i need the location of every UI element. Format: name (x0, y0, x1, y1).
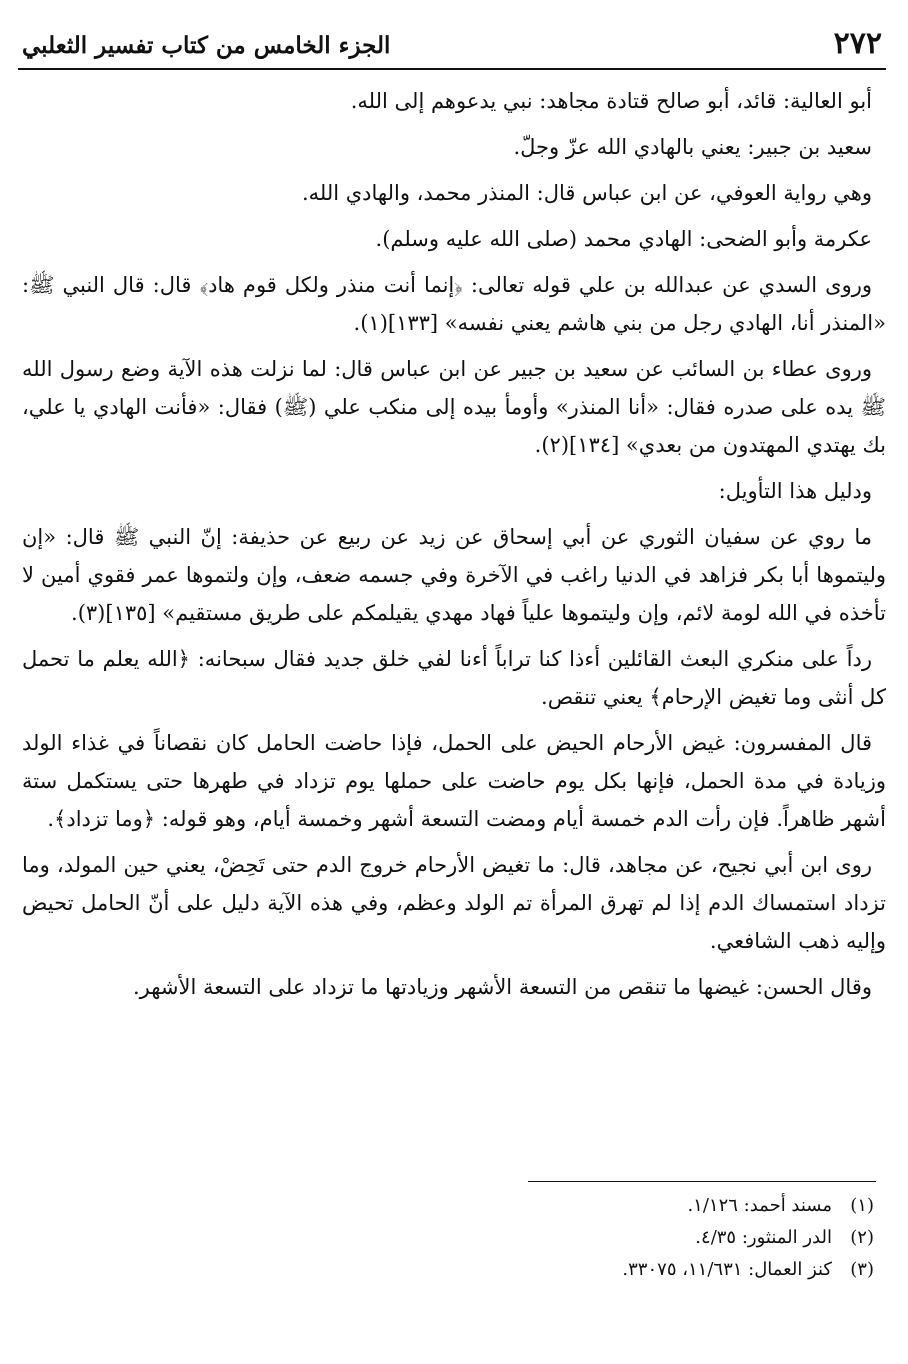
footnotes (300, 1190, 874, 1286)
paragraph: وروى السدي عن عبدالله بن علي قوله تعالى: ﴿إنما أنت منذر ولكل قوم هاد﴾ قال: قال النبي ﷺ: «المنذر أنا، الهادي رجل من بني هاشم يعني نفسه» [١٣٣](١). (22, 273, 886, 335)
footnote-text: كنز العمال: ١١/٦٣١، ٣٣٠٧٥. (622, 1259, 832, 1280)
footnote-item (300, 1254, 874, 1286)
footnote-divider (528, 1181, 876, 1182)
paragraph: وهي رواية العوفي، عن ابن عباس قال: المنذر محمد، والهادي الله. (301, 181, 872, 205)
paragraph: وروى عطاء بن السائب عن سعيد بن جبير عن ابن عباس قال: لما نزلت هذه الآية وضع رسول الله ﷺ يده على صدره فقال: «أنا المنذر» وأومأ بيده إلى منكب علي (ﷺ) فقال: «فأنت الهادي يا علي، بك يهتدي المهتدون من بعدي» [١٣٤](٢). (22, 357, 886, 457)
footnote-item (300, 1222, 874, 1254)
paragraph: عكرمة وأبو الضحى: الهادي محمد (صلى الله عليه وسلم). (375, 227, 872, 251)
footnote-text: الدر المنثور: ٤/٣٥. (695, 1227, 832, 1248)
footnote-number: (٣) (850, 1259, 874, 1280)
paragraph: رداً على منكري البعث القائلين أءذا كنا تراباً أءنا لفي خلق جديد فقال سبحانه: ﴿الله يعلم ما تحمل كل أنثى وما تغيض الإرحام﴾ يعني تنقص. (22, 647, 886, 709)
footnote-number: (١) (850, 1195, 874, 1216)
main-text (22, 82, 886, 1014)
page-number: ٢٧٢ (833, 26, 882, 61)
paragraph: ما روي عن سفيان الثوري عن أبي إسحاق عن زيد عن ربيع عن حذيفة: إنّ النبي ﷺ قال: «إن وليتموها أبا بكر فزاهد في الدنيا راغب في الآخرة وفي جسمه ضعف، وإن ولتموها عمر فقوي أمين لا تأخذه في الله لومة لائم، وإن وليتموها علياً فهاد مهدي يقيلمكم على طريق مستقيم» [١٣٥](٣). (22, 525, 886, 625)
paragraph: أبو العالية: قائد، أبو صالح قتادة مجاهد: نبي يدعوهم إلى الله. (350, 89, 872, 113)
paragraph: وقال الحسن: غيضها ما تنقص من التسعة الأشهر وزيادتها ما تزداد على التسعة الأشهر. (132, 975, 872, 999)
paragraph: روى ابن أبي نجيح، عن مجاهد، قال: ما تغيض الأرحام خروج الدم حتى تَحِضْ، يعني حين المولد، وما تزداد استمساك الدم إذا لم تهرق المرأة تم الولد وعظم، وفي هذه الآية دليل على أنّ الحامل تحيض وإليه ذهب الشافعي. (22, 853, 886, 953)
footnote-text: مسند أحمد: ١/١٢٦. (687, 1195, 832, 1216)
footnote-number: (٢) (850, 1227, 874, 1248)
running-title: الجزء الخامس من كتاب تفسير الثعلبي (22, 32, 391, 59)
paragraph: قال المفسرون: غيض الأرحام الحيض على الحمل، فإذا حاضت الحامل كان نقصاناً في غذاء الولد وزيادة في مدة الحمل، فإنها بكل يوم حاضت على حملها يوم تزداد في طهرها حتى يستكمل ستة أشهر ظاهراً. فإن رأت الدم خمسة أيام ومضت التسعة أشهر وخمسة أيام، وهو قوله: ﴿وما تزداد﴾. (22, 731, 886, 831)
page-header (18, 22, 886, 70)
paragraph: ودليل هذا التأويل: (718, 479, 872, 503)
footnote-item (300, 1190, 874, 1222)
paragraph: سعيد بن جبير: يعني بالهادي الله عزّ وجلّ. (513, 135, 872, 159)
